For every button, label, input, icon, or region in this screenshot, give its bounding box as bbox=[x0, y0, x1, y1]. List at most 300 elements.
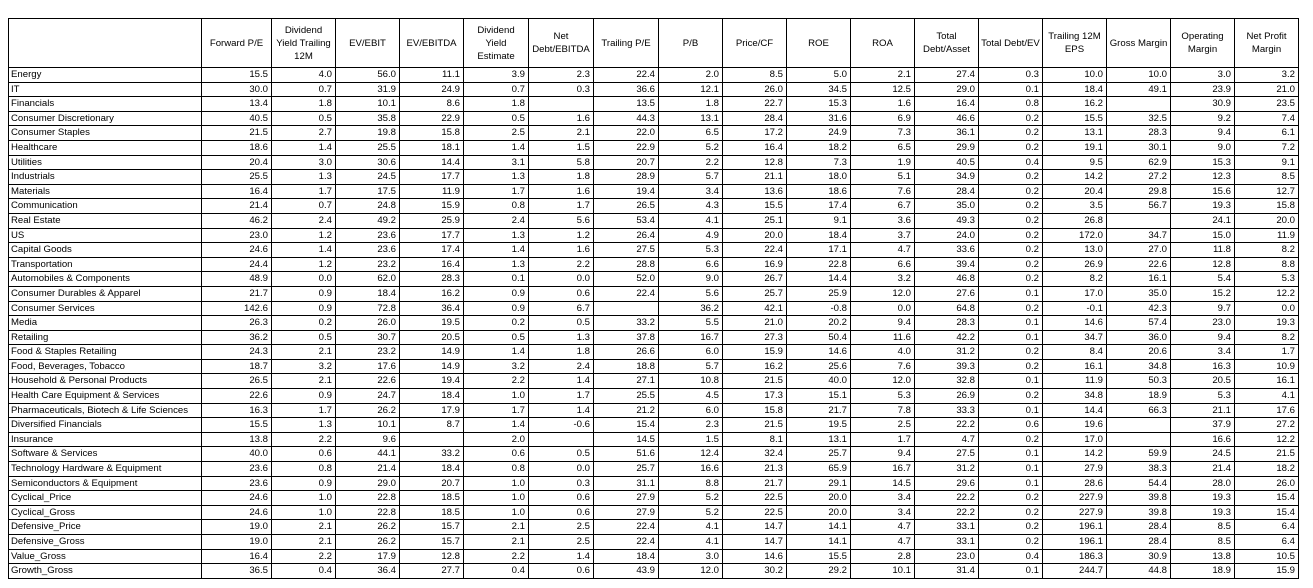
value-cell: 1.4 bbox=[529, 403, 594, 418]
value-cell: 0.3 bbox=[529, 82, 594, 97]
value-cell: 8.4 bbox=[1043, 345, 1107, 360]
value-cell: 15.8 bbox=[400, 126, 464, 141]
value-cell: 0.9 bbox=[272, 286, 336, 301]
value-cell: 1.9 bbox=[851, 155, 915, 170]
value-cell: 14.7 bbox=[723, 520, 787, 535]
value-cell: 2.2 bbox=[272, 432, 336, 447]
value-cell: -0.1 bbox=[1043, 301, 1107, 316]
value-cell: 20.6 bbox=[1107, 345, 1171, 360]
value-cell: 13.8 bbox=[1171, 549, 1235, 564]
table-header bbox=[9, 19, 1299, 68]
value-cell: 26.2 bbox=[336, 403, 400, 418]
value-cell: 24.1 bbox=[1171, 213, 1235, 228]
value-cell: 27.9 bbox=[594, 491, 659, 506]
value-cell: 19.4 bbox=[400, 374, 464, 389]
value-cell: 0.2 bbox=[979, 184, 1043, 199]
value-cell: 24.6 bbox=[202, 505, 272, 520]
value-cell: 1.3 bbox=[464, 257, 529, 272]
value-cell: 22.8 bbox=[787, 257, 851, 272]
value-cell: 25.1 bbox=[723, 213, 787, 228]
value-cell: 12.8 bbox=[1171, 257, 1235, 272]
sector-name-cell: Energy bbox=[9, 68, 202, 83]
value-cell: 9.4 bbox=[1171, 126, 1235, 141]
value-cell: 3.1 bbox=[464, 155, 529, 170]
sector-name-cell: Growth_Gross bbox=[9, 564, 202, 579]
value-cell: 36.0 bbox=[1107, 330, 1171, 345]
value-cell: 46.8 bbox=[915, 272, 979, 287]
value-cell: 15.9 bbox=[723, 345, 787, 360]
value-cell: 26.4 bbox=[594, 228, 659, 243]
value-cell: 1.3 bbox=[272, 418, 336, 433]
value-cell: 27.9 bbox=[1043, 462, 1107, 477]
value-cell: 5.7 bbox=[659, 170, 723, 185]
value-cell: 13.1 bbox=[1043, 126, 1107, 141]
table-row bbox=[9, 111, 1299, 126]
value-cell: 0.1 bbox=[979, 564, 1043, 579]
value-cell: 27.5 bbox=[915, 447, 979, 462]
value-cell: 18.1 bbox=[400, 140, 464, 155]
value-cell: 9.4 bbox=[851, 447, 915, 462]
value-cell: 16.4 bbox=[915, 97, 979, 112]
value-cell: 28.4 bbox=[1107, 520, 1171, 535]
value-cell: 0.6 bbox=[529, 286, 594, 301]
value-cell: 56.0 bbox=[336, 68, 400, 83]
value-cell: 18.4 bbox=[400, 462, 464, 477]
value-cell: 4.7 bbox=[915, 432, 979, 447]
value-cell: 0.2 bbox=[272, 316, 336, 331]
value-cell: 3.9 bbox=[464, 68, 529, 83]
value-cell: 22.2 bbox=[915, 505, 979, 520]
value-cell: 15.3 bbox=[1171, 155, 1235, 170]
sector-name-cell: Automobiles & Components bbox=[9, 272, 202, 287]
value-cell: 24.3 bbox=[202, 345, 272, 360]
column-header: ROE bbox=[787, 19, 851, 68]
value-cell: 39.8 bbox=[1107, 491, 1171, 506]
value-cell: 14.5 bbox=[594, 432, 659, 447]
value-cell: 42.1 bbox=[723, 301, 787, 316]
value-cell: 0.4 bbox=[979, 549, 1043, 564]
value-cell: 2.2 bbox=[272, 549, 336, 564]
value-cell: 19.5 bbox=[787, 418, 851, 433]
value-cell: 14.1 bbox=[787, 520, 851, 535]
value-cell: 5.3 bbox=[659, 243, 723, 258]
sector-name-cell: Food, Beverages, Tobacco bbox=[9, 359, 202, 374]
value-cell: 2.0 bbox=[659, 68, 723, 83]
value-cell: 22.4 bbox=[594, 520, 659, 535]
table-row bbox=[9, 432, 1299, 447]
value-cell: 20.0 bbox=[1235, 213, 1299, 228]
value-cell: 22.0 bbox=[594, 126, 659, 141]
value-cell: 5.3 bbox=[1171, 389, 1235, 404]
value-cell: 9.2 bbox=[1171, 111, 1235, 126]
value-cell: 16.4 bbox=[723, 140, 787, 155]
value-cell: 16.6 bbox=[1171, 432, 1235, 447]
value-cell: 5.3 bbox=[1235, 272, 1299, 287]
value-cell: 18.9 bbox=[1107, 389, 1171, 404]
value-cell: 1.3 bbox=[529, 330, 594, 345]
value-cell: 25.7 bbox=[594, 462, 659, 477]
value-cell bbox=[1107, 418, 1171, 433]
value-cell: 10.1 bbox=[336, 97, 400, 112]
value-cell: 21.4 bbox=[336, 462, 400, 477]
value-cell: 12.0 bbox=[851, 374, 915, 389]
value-cell: 4.7 bbox=[851, 520, 915, 535]
value-cell: 17.7 bbox=[400, 228, 464, 243]
value-cell: 26.7 bbox=[723, 272, 787, 287]
value-cell: 11.9 bbox=[1043, 374, 1107, 389]
table-row bbox=[9, 82, 1299, 97]
value-cell: 57.4 bbox=[1107, 316, 1171, 331]
value-cell: 40.0 bbox=[202, 447, 272, 462]
value-cell: 0.8 bbox=[979, 97, 1043, 112]
value-cell: 22.9 bbox=[594, 140, 659, 155]
value-cell: 4.1 bbox=[659, 213, 723, 228]
value-cell: 16.2 bbox=[1043, 97, 1107, 112]
value-cell: 0.6 bbox=[272, 447, 336, 462]
value-cell: 24.5 bbox=[336, 170, 400, 185]
value-cell: 5.0 bbox=[787, 68, 851, 83]
value-cell: 6.6 bbox=[851, 257, 915, 272]
value-cell bbox=[529, 97, 594, 112]
value-cell: 26.0 bbox=[723, 82, 787, 97]
value-cell: 2.2 bbox=[464, 374, 529, 389]
sector-name-cell: Media bbox=[9, 316, 202, 331]
value-cell: 6.5 bbox=[851, 140, 915, 155]
value-cell: 24.5 bbox=[1171, 447, 1235, 462]
value-cell: 36.4 bbox=[336, 564, 400, 579]
value-cell: 2.8 bbox=[851, 549, 915, 564]
value-cell: 16.4 bbox=[202, 549, 272, 564]
value-cell: 15.1 bbox=[787, 389, 851, 404]
value-cell: 186.3 bbox=[1043, 549, 1107, 564]
value-cell: 14.2 bbox=[1043, 447, 1107, 462]
value-cell: 15.6 bbox=[1171, 184, 1235, 199]
value-cell: 1.2 bbox=[529, 228, 594, 243]
value-cell: 1.4 bbox=[464, 140, 529, 155]
value-cell: 17.0 bbox=[1043, 432, 1107, 447]
value-cell: 27.6 bbox=[915, 286, 979, 301]
value-cell: 5.6 bbox=[529, 213, 594, 228]
value-cell: 9.0 bbox=[1171, 140, 1235, 155]
value-cell: 32.5 bbox=[1107, 111, 1171, 126]
value-cell: 37.9 bbox=[1171, 418, 1235, 433]
table-row bbox=[9, 535, 1299, 550]
value-cell: 0.2 bbox=[464, 316, 529, 331]
sector-name-cell: Value_Gross bbox=[9, 549, 202, 564]
value-cell: 0.7 bbox=[464, 82, 529, 97]
value-cell: 14.9 bbox=[400, 359, 464, 374]
value-cell: 9.1 bbox=[1235, 155, 1299, 170]
value-cell: 18.4 bbox=[594, 549, 659, 564]
value-cell: 1.4 bbox=[529, 549, 594, 564]
value-cell: 10.5 bbox=[1235, 549, 1299, 564]
value-cell: 142.6 bbox=[202, 301, 272, 316]
value-cell: 20.0 bbox=[723, 228, 787, 243]
value-cell: 29.6 bbox=[915, 476, 979, 491]
column-header: Forward P/E bbox=[202, 19, 272, 68]
value-cell: 1.6 bbox=[529, 111, 594, 126]
value-cell: 39.8 bbox=[1107, 505, 1171, 520]
value-cell: 0.2 bbox=[979, 199, 1043, 214]
value-cell: 62.9 bbox=[1107, 155, 1171, 170]
value-cell: 19.4 bbox=[594, 184, 659, 199]
value-cell: 28.4 bbox=[915, 184, 979, 199]
table-row bbox=[9, 257, 1299, 272]
value-cell: 33.2 bbox=[400, 447, 464, 462]
value-cell: 17.3 bbox=[723, 389, 787, 404]
value-cell: 15.2 bbox=[1171, 286, 1235, 301]
value-cell: 39.3 bbox=[915, 359, 979, 374]
value-cell: 29.0 bbox=[336, 476, 400, 491]
value-cell: 17.9 bbox=[336, 549, 400, 564]
sector-name-cell: Real Estate bbox=[9, 213, 202, 228]
value-cell: 27.1 bbox=[594, 374, 659, 389]
sector-name-cell: Communication bbox=[9, 199, 202, 214]
table-row bbox=[9, 199, 1299, 214]
column-header: EV/EBIT bbox=[336, 19, 400, 68]
value-cell: 44.3 bbox=[594, 111, 659, 126]
value-cell: 0.9 bbox=[464, 301, 529, 316]
value-cell: 18.2 bbox=[787, 140, 851, 155]
value-cell: 8.2 bbox=[1235, 243, 1299, 258]
value-cell: 0.2 bbox=[979, 170, 1043, 185]
value-cell: 5.4 bbox=[1171, 272, 1235, 287]
value-cell: 1.4 bbox=[272, 243, 336, 258]
value-cell: 15.8 bbox=[723, 403, 787, 418]
value-cell: 15.7 bbox=[400, 535, 464, 550]
value-cell: 17.7 bbox=[400, 170, 464, 185]
value-cell: 21.7 bbox=[787, 403, 851, 418]
value-cell: 9.0 bbox=[659, 272, 723, 287]
value-cell: 27.2 bbox=[1107, 170, 1171, 185]
value-cell: 19.0 bbox=[202, 520, 272, 535]
value-cell: 20.4 bbox=[1043, 184, 1107, 199]
value-cell: 1.7 bbox=[272, 403, 336, 418]
value-cell: 28.8 bbox=[594, 257, 659, 272]
value-cell: 11.9 bbox=[1235, 228, 1299, 243]
value-cell: 33.1 bbox=[915, 520, 979, 535]
value-cell: 10.0 bbox=[1107, 68, 1171, 83]
column-header: EV/EBITDA bbox=[400, 19, 464, 68]
value-cell: 10.9 bbox=[1235, 359, 1299, 374]
table-row bbox=[9, 170, 1299, 185]
column-header: Net Profit Margin bbox=[1235, 19, 1299, 68]
value-cell: 0.1 bbox=[464, 272, 529, 287]
value-cell: 18.4 bbox=[787, 228, 851, 243]
value-cell: 19.0 bbox=[202, 535, 272, 550]
table-row bbox=[9, 126, 1299, 141]
value-cell: 14.4 bbox=[1043, 403, 1107, 418]
value-cell: 23.2 bbox=[336, 345, 400, 360]
value-cell: 2.3 bbox=[659, 418, 723, 433]
value-cell: 34.8 bbox=[1043, 389, 1107, 404]
value-cell: 26.2 bbox=[336, 520, 400, 535]
sector-name-cell: Capital Goods bbox=[9, 243, 202, 258]
value-cell: 34.5 bbox=[787, 82, 851, 97]
value-cell: 15.5 bbox=[202, 418, 272, 433]
table-row bbox=[9, 140, 1299, 155]
value-cell: 25.9 bbox=[787, 286, 851, 301]
value-cell: 25.5 bbox=[594, 389, 659, 404]
value-cell: 2.5 bbox=[464, 126, 529, 141]
value-cell: 0.2 bbox=[979, 228, 1043, 243]
value-cell: 0.0 bbox=[529, 272, 594, 287]
value-cell: 22.5 bbox=[723, 505, 787, 520]
value-cell: 21.3 bbox=[723, 462, 787, 477]
value-cell: 29.9 bbox=[915, 140, 979, 155]
value-cell: 172.0 bbox=[1043, 228, 1107, 243]
header-row bbox=[9, 19, 1299, 68]
value-cell: 23.0 bbox=[1171, 316, 1235, 331]
value-cell: 19.3 bbox=[1171, 199, 1235, 214]
value-cell: 2.1 bbox=[464, 520, 529, 535]
value-cell: 21.0 bbox=[723, 316, 787, 331]
value-cell: 28.3 bbox=[400, 272, 464, 287]
value-cell: 27.2 bbox=[1235, 418, 1299, 433]
value-cell: 1.7 bbox=[272, 184, 336, 199]
value-cell: 3.2 bbox=[464, 359, 529, 374]
table-row bbox=[9, 184, 1299, 199]
value-cell: 49.1 bbox=[1107, 82, 1171, 97]
value-cell: 44.8 bbox=[1107, 564, 1171, 579]
value-cell: 20.4 bbox=[202, 155, 272, 170]
value-cell: 32.4 bbox=[723, 447, 787, 462]
value-cell: 4.1 bbox=[659, 535, 723, 550]
column-header: Total Debt/EV bbox=[979, 19, 1043, 68]
value-cell: 9.6 bbox=[336, 432, 400, 447]
value-cell: 21.5 bbox=[1235, 447, 1299, 462]
value-cell: 3.4 bbox=[851, 505, 915, 520]
value-cell: 0.9 bbox=[464, 286, 529, 301]
value-cell: 19.6 bbox=[1043, 418, 1107, 433]
value-cell: 27.9 bbox=[594, 505, 659, 520]
value-cell: 7.6 bbox=[851, 359, 915, 374]
value-cell: 28.3 bbox=[915, 316, 979, 331]
table-row bbox=[9, 389, 1299, 404]
value-cell: 1.8 bbox=[659, 97, 723, 112]
value-cell: 16.1 bbox=[1107, 272, 1171, 287]
sector-name-cell: Industrials bbox=[9, 170, 202, 185]
value-cell: 2.1 bbox=[272, 374, 336, 389]
value-cell: 18.7 bbox=[202, 359, 272, 374]
value-cell: 1.7 bbox=[529, 389, 594, 404]
value-cell: 17.6 bbox=[1235, 403, 1299, 418]
value-cell: 29.0 bbox=[915, 82, 979, 97]
value-cell: 9.4 bbox=[1171, 330, 1235, 345]
value-cell: 1.7 bbox=[1235, 345, 1299, 360]
value-cell: 1.6 bbox=[529, 243, 594, 258]
value-cell: 21.1 bbox=[723, 170, 787, 185]
value-cell: 26.5 bbox=[594, 199, 659, 214]
value-cell: 17.5 bbox=[336, 184, 400, 199]
value-cell: 50.3 bbox=[1107, 374, 1171, 389]
value-cell: 11.1 bbox=[400, 68, 464, 83]
value-cell: 33.2 bbox=[594, 316, 659, 331]
value-cell: 5.8 bbox=[529, 155, 594, 170]
sector-name-cell: Transportation bbox=[9, 257, 202, 272]
value-cell: 0.1 bbox=[979, 403, 1043, 418]
value-cell: 8.6 bbox=[400, 97, 464, 112]
value-cell: 0.2 bbox=[979, 432, 1043, 447]
value-cell: 3.0 bbox=[1171, 68, 1235, 83]
value-cell: 13.8 bbox=[202, 432, 272, 447]
value-cell: 27.5 bbox=[594, 243, 659, 258]
sector-name-cell: Food & Staples Retailing bbox=[9, 345, 202, 360]
value-cell: 28.9 bbox=[594, 170, 659, 185]
value-cell: 15.5 bbox=[723, 199, 787, 214]
table-row bbox=[9, 345, 1299, 360]
valuation-table-container bbox=[8, 18, 1299, 579]
value-cell: 18.0 bbox=[787, 170, 851, 185]
value-cell: 27.4 bbox=[915, 68, 979, 83]
table-row bbox=[9, 418, 1299, 433]
value-cell: 19.3 bbox=[1171, 491, 1235, 506]
value-cell: 21.2 bbox=[594, 403, 659, 418]
value-cell: 12.7 bbox=[1235, 184, 1299, 199]
value-cell: 19.3 bbox=[1235, 316, 1299, 331]
value-cell: 21.5 bbox=[202, 126, 272, 141]
value-cell: 0.2 bbox=[979, 535, 1043, 550]
value-cell: 20.7 bbox=[594, 155, 659, 170]
value-cell: 35.0 bbox=[915, 199, 979, 214]
value-cell: 22.6 bbox=[1107, 257, 1171, 272]
value-cell: 0.8 bbox=[272, 462, 336, 477]
value-cell: 23.0 bbox=[915, 549, 979, 564]
value-cell: 16.9 bbox=[723, 257, 787, 272]
column-header: Price/CF bbox=[723, 19, 787, 68]
value-cell: 49.3 bbox=[915, 213, 979, 228]
value-cell: 13.6 bbox=[723, 184, 787, 199]
table-body bbox=[9, 68, 1299, 579]
sector-name-cell: Healthcare bbox=[9, 140, 202, 155]
table-row bbox=[9, 286, 1299, 301]
value-cell: 18.4 bbox=[1043, 82, 1107, 97]
value-cell: 23.6 bbox=[336, 243, 400, 258]
value-cell: 26.0 bbox=[1235, 476, 1299, 491]
value-cell: 0.9 bbox=[272, 476, 336, 491]
sector-name-cell: Defensive_Price bbox=[9, 520, 202, 535]
value-cell: 2.5 bbox=[529, 520, 594, 535]
value-cell: 64.8 bbox=[915, 301, 979, 316]
column-header: Dividend Yield Estimate bbox=[464, 19, 529, 68]
value-cell: 17.6 bbox=[336, 359, 400, 374]
value-cell: 2.4 bbox=[529, 359, 594, 374]
value-cell: 6.7 bbox=[851, 199, 915, 214]
value-cell: 14.6 bbox=[787, 345, 851, 360]
value-cell: 0.2 bbox=[979, 389, 1043, 404]
column-header: Gross Margin bbox=[1107, 19, 1171, 68]
value-cell: 1.7 bbox=[529, 199, 594, 214]
value-cell: 32.8 bbox=[915, 374, 979, 389]
value-cell: 3.0 bbox=[272, 155, 336, 170]
value-cell: 14.4 bbox=[787, 272, 851, 287]
value-cell: 10.1 bbox=[336, 418, 400, 433]
value-cell: 30.9 bbox=[1107, 549, 1171, 564]
value-cell: 1.0 bbox=[272, 491, 336, 506]
value-cell: 22.4 bbox=[723, 243, 787, 258]
table-row bbox=[9, 272, 1299, 287]
value-cell: 6.4 bbox=[1235, 520, 1299, 535]
table-row bbox=[9, 330, 1299, 345]
value-cell: 0.0 bbox=[529, 462, 594, 477]
value-cell: 22.6 bbox=[336, 374, 400, 389]
value-cell: 4.7 bbox=[851, 535, 915, 550]
value-cell: 44.1 bbox=[336, 447, 400, 462]
value-cell: 0.4 bbox=[464, 564, 529, 579]
value-cell: 22.4 bbox=[594, 286, 659, 301]
value-cell: 1.7 bbox=[464, 403, 529, 418]
value-cell: 26.3 bbox=[202, 316, 272, 331]
